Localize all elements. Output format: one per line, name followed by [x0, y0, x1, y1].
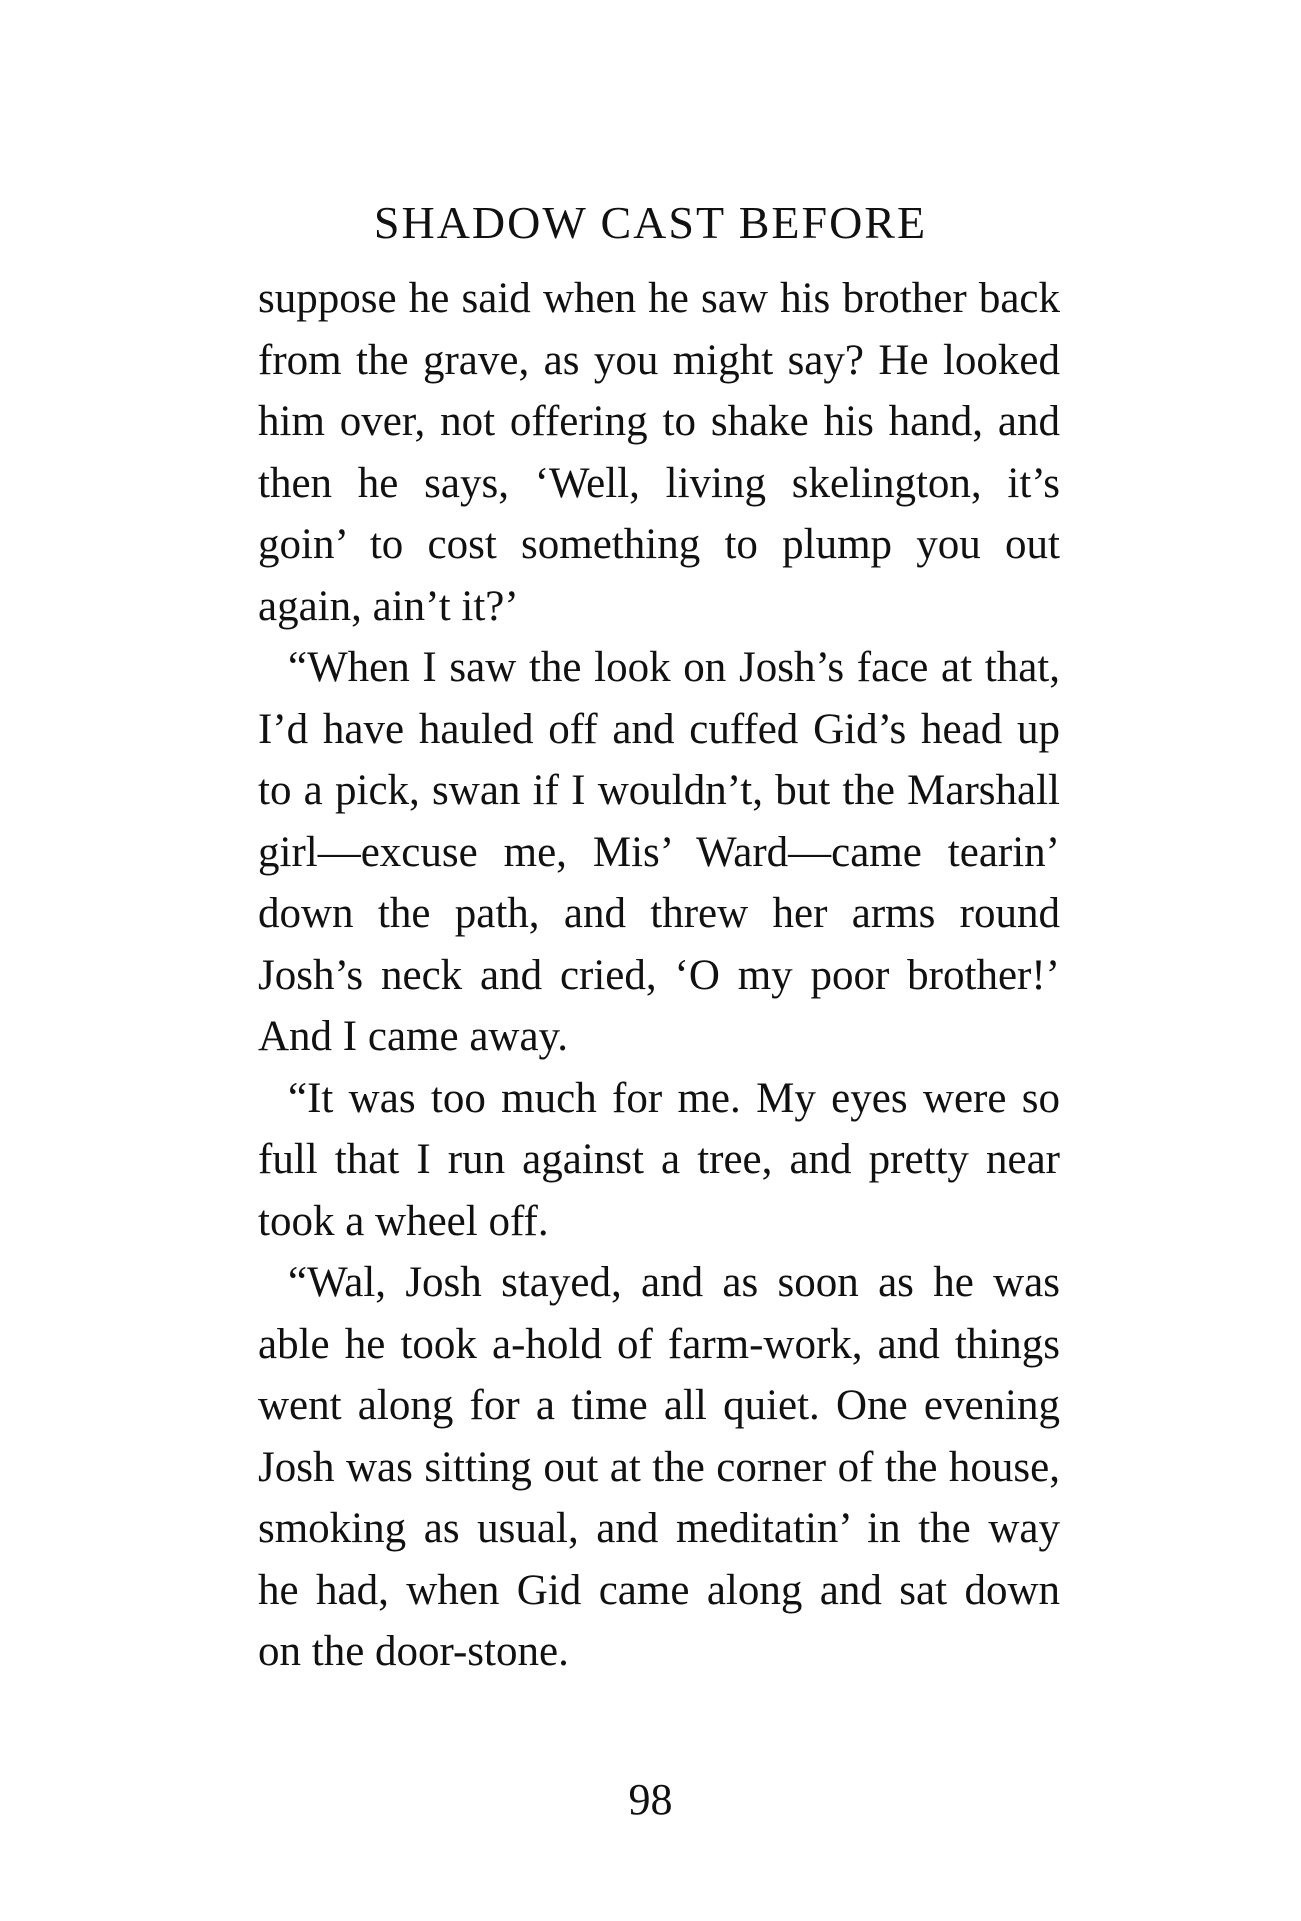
body-text [258, 268, 1060, 1683]
paragraph-3: “It was too much for me. My eyes were so full that I run against a tree, and pretty near took a wheel off. [258, 1074, 1060, 1245]
paragraph-1: suppose he said when he saw his brother back from the grave, as you might say? He looked him over, not offering to shake his hand, and then he says, ‘Well, living skelington, it’s goin’ to cost something to plump you out again, ain’t it?’ [258, 275, 1060, 630]
paragraph-4: “Wal, Josh stayed, and as soon as he was able he took a-hold of farm-work, and things went along for a time all quiet. One evening Josh was sitting out at the corner of the house, smoking as usual, and meditatin’ in the way he had, when Gid came along and sat down on the door-stone. [258, 1259, 1060, 1675]
paragraph-2: “When I saw the look on Josh’s face at that, I’d have hauled off and cuffed Gid’s head up to a pick, swan if I wouldn’t, but the Marshall girl—excuse me, Mis’ Ward—came tearin’ down the path, and threw her arms round Josh’s neck and cried, ‘O my poor brother!’ And I came away. [258, 644, 1060, 1060]
running-head: SHADOW CAST BEFORE [373, 197, 928, 248]
page-number: 98 [628, 1775, 673, 1824]
